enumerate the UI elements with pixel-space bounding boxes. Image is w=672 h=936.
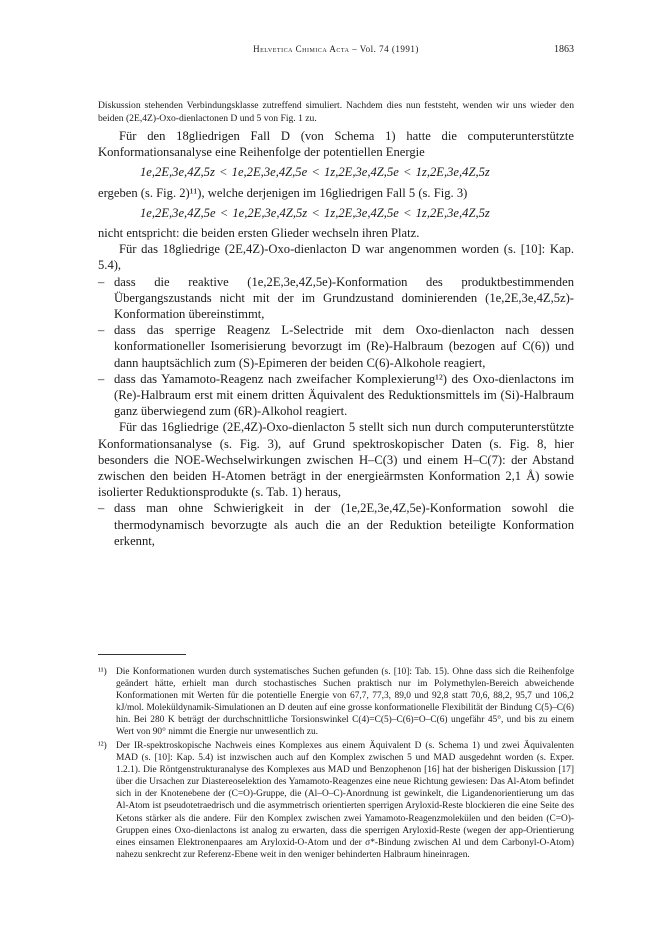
- paragraph-5: Für das 16gliedrige (2E,4Z)-Oxo-dienlacton 5 stellt sich nun durch computerunterstützte Konformationsanalyse (s. Fig. 3), auf Grund spektroskopischer Daten (s. Fig. 8, hier besonders die NOE-Wechselwirkungen zwischen H–C(3) und einem H–C(7): der Abstand zwischen den beiden H-Atomen beträgt in der energieärmsten Konformation 2,1 Å) sowie isolierter Reduktionsprodukte (s. Tab. 1) heraus,: [98, 420, 574, 500]
- findings-list: [98, 500, 574, 549]
- paragraph-2: ergeben (s. Fig. 2)¹¹), welche derjenigen im 16gliedrigen Fall 5 (s. Fig. 3): [98, 185, 468, 200]
- list-item: – dass das sperrige Reagenz L-Selectride mit dem Oxo-dienlacton nach dessen konformationeller Isomerisierung bevorzugt im (Re)-Halbraum (bezogen auf C(6)) und dann hauptsächlich zum (S)-Epimeren der beiden C(6)-Alkohole reagiert,: [98, 322, 574, 371]
- journal-name: Helvetica Chimica Acta: [253, 44, 350, 54]
- footnote-11: [98, 666, 574, 739]
- energy-order-formula-2: 1e,2E,3e,4Z,5e < 1e,2E,3e,4Z,5z < 1z,2E,3e,4Z,5e < 1z,2E,3e,4Z,5z: [140, 205, 490, 220]
- page-number: 1863: [554, 44, 574, 55]
- main-text: [98, 128, 574, 549]
- running-header: [98, 44, 574, 58]
- assumption-list: [98, 274, 574, 420]
- list-item: – dass man ohne Schwierigkeit in der (1e,2E,3e,4Z,5e)-Konformation sowohl die thermodynamisch bevorzugte als auch die an der Reduktion beteiligte Konformation erkennt,: [98, 500, 574, 549]
- footnote-12: [98, 740, 574, 861]
- footnote-mark: ¹¹): [98, 667, 107, 677]
- list-item: – dass die reaktive (1e,2E,3e,4Z,5e)-Konformation des produktbestimmenden Übergangszustands nicht mit der im Grundzustand dominierenden (1e,2E,3e,4Z,5z)-Konformation übereinstimmt,: [98, 274, 574, 323]
- journal-title: [98, 44, 574, 54]
- paragraph-1: Für den 18gliedrigen Fall D (von Schema 1) hatte die computerunterstützte Konformationsanalyse eine Reihenfolge der potentiellen Energie: [98, 129, 574, 160]
- energy-order-formula-1: 1e,2E,3e,4Z,5z < 1e,2E,3e,4Z,5e < 1z,2E,3e,4Z,5e < 1z,2E,3e,4Z,5z: [140, 165, 490, 180]
- footnote-text: Die Konformationen wurden durch systematisches Suchen gefunden (s. [10]: Tab. 15). Ohne dass sich die Reihenfolge geändert hätte, erhielt man durch stochastisches Suchen praktisch nur im Polymethylen-Bereich abweichende Konformationen mit Werten für die potentielle Energie von 67,7, 77,3, 89,0 und 92,8 statt 70,6, 88,2, 95,7 und 106,2 kJ/mol. Moleküldynamik-Simulationen an D deuten auf eine grosse konformationelle Flexibilität der Bindung C(5)–C(6) hin. Bei 280 K beträgt der durchschnittliche Torsionswinkel C(4)=C(5)–C(6)=O–C(6) ungefähr 45°, und bis zu einem Wert von 90° nimmt die Energie nur unwesentlich zu.: [116, 667, 574, 738]
- footnote-text: Der IR-spektroskopische Nachweis eines Komplexes aus einem Äquivalent D (s. Schema 1) und zwei Äquivalenten MAD (s. [10]: Kap. 5.4) ist inzwischen auch auf den Komplex zwischen 5 und MAD ausgedehnt worden (s. Exper. 1.2.1). Die Röntgenstrukturanalyse des Komplexes aus MAD und Benzophenon [16] hat der bisherigen Diskussion [17] über die Ursachen zur Diastereoselektion des Yamamoto-Reagenzes eine neue Richtung gewiesen: Das Al-Atom befindet sich in der Knotenebene der (C=O)-Gruppe, die (Al–O–C)-Anordnung ist gewinkelt, die Ligandenorientierung um das Al-Atom ist pseudotetraedrisch und die asymmetrisch orientierten sperrigen Aryloxid-Reste blockieren die eine Seite des Ketons stärker als die andere. Für den Komplex zwischen zwei Yamamoto-Reagenzmolekülen und den beiden (C=O)-Gruppen eines Oxo-dienlactons ist analog zu erwarten, dass die sperrigen Aryloxid-Reste (wegen der app-Orientierung eines einsamen Elektronenpaares am Aryloxid-O-Atom und der σ*-Bindung zwischen Al und dem Carbonyl-O-Atom) nahezu senkrecht zur Referenz-Ebene weit in den weniger behinderten Halbraum hineinragen.: [116, 741, 574, 860]
- intro-paragraph: Diskussion stehenden Verbindungsklasse zutreffend simuliert. Nachdem dies nun feststeht, wenden wir uns wieder den beiden (2E,4Z)-Oxo-dienlactonen D und 5 von Fig. 1 zu.: [98, 100, 574, 124]
- list-item: – dass das Yamamoto-Reagenz nach zweifacher Komplexierung¹²) des Oxo-dienlactons im (Re)-Halbraum erst mit einem dritten Äquivalent des Reduktionsmittels im (Si)-Halbraum ganz überwiegend zum (6R)-Alkohol reagiert.: [98, 371, 574, 420]
- footnote-mark: ¹²): [98, 741, 107, 751]
- paragraph-4: Für das 18gliedrige (2E,4Z)-Oxo-dienlacton D war angenommen worden (s. [10]: Kap. 5.4),: [98, 242, 574, 273]
- journal-volume: – Vol. 74 (1991): [352, 44, 419, 54]
- paragraph-3: nicht entspricht: die beiden ersten Glieder wechseln ihren Platz.: [98, 226, 420, 241]
- footnote-separator: [98, 654, 186, 655]
